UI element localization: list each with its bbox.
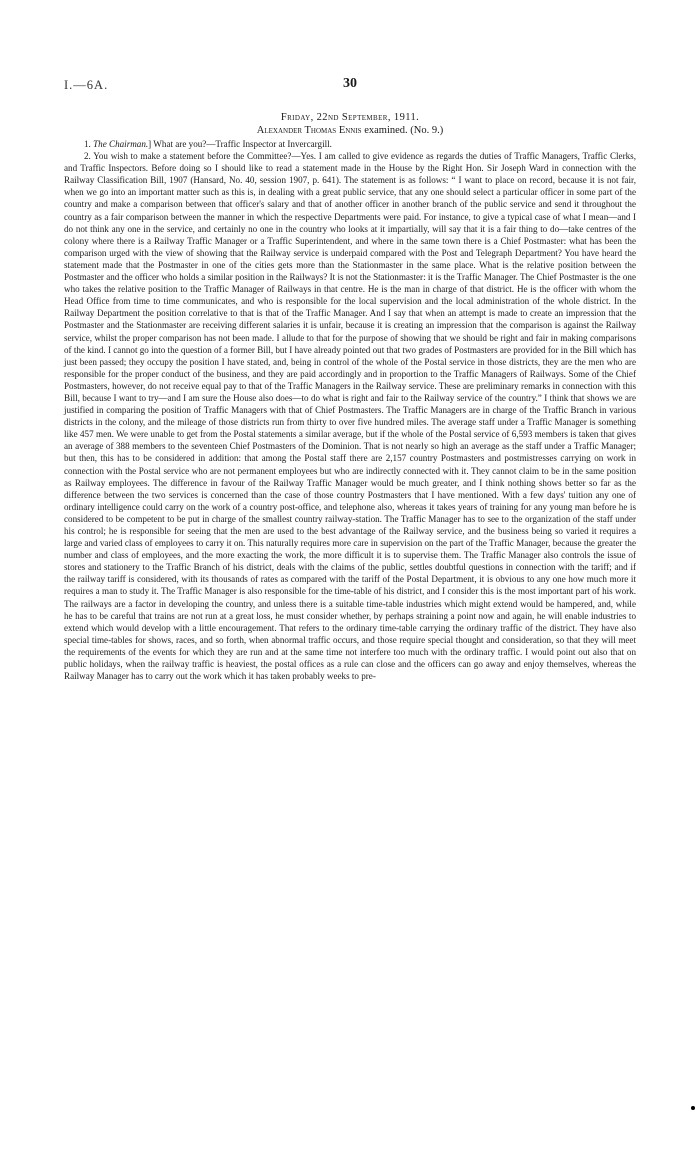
document-reference: I.—6A. [64,78,109,92]
session-date: Friday, 22nd September, 1911. [280,112,420,123]
page-header [64,78,636,96]
paragraph-text: ] What are you?—Traffic Inspector at Invercargill. [148,139,332,149]
examined-label: examined. (No. 9.) [361,125,444,136]
witness-name: Alexander Thomas Ennis [256,125,362,136]
evidence-body [64,138,636,682]
document-page [64,78,636,682]
speaker-label: The Chairman. [93,139,149,149]
paragraph-number: 1. [84,139,94,149]
witness-heading [64,125,636,136]
paragraph-text: You wish to make a statement before the Committee?—Yes. I am called to give evidence as regards the duties of Traffic Managers, Traffic Clerks, and Traffic Inspectors. Before doing so I should like to read a statement made in the House by the Right Hon. Sir Joseph Ward in connection with the Railway Classification Bill, 1907 (Hansard, No. 40, session 1907, p. 641). The statement is as follows: “ I want to place on record, because it is not fair, when we go into an important matter such as this is, in dealing with a great public service, that any one should select a particular officer in some part of the country and make a comparison between that officer's salary and that of another officer in another branch of the public service and send it throughout the country as a fair comparison between the manner in which the respective Departments were paid. For instance, to give a typical case of what I mean—and I do not think any one in the service, and certainly no one in the country who looks at it impartially, will say that it is a fair thing to do—take centres of the colony where there is a Railway Traffic Manager or a Traffic Superintendent, and where in the same town there is a Chief Postmaster: what has been the comparison urged with the view of showing that the Railway service is underpaid compared with the Post and Telegraph Department? You have heard the statement made that the Postmaster in one of the cities gets more than the Stationmaster in the same place. What is the relative position between the Postmaster and the officer who holds a similar position in the Railways? It is not the Stationmaster: it is the Traffic Manager. The Chief Postmaster is the one who takes the relative position to the Traffic Manager of Railways in that centre. He is the man in charge of that district. He is the officer with whom the Head Office from time to time communicates, and who is responsible for the local supervision and the local administration of the whole district. In the Railway Department the position correlative to that is that of the Traffic Manager. And I say that when an attempt is made to create an impression that the Postmaster and the Stationmaster are receiving different salaries it is unfair, because it is creating an impression that the comparison is against the Railway service, whilst the proper comparison has not been made. I allude to that for the purpose of showing that we should be right and fair in making comparisons of the kind. I cannot go into the question of a former Bill, but I have already pointed out that two grades of Postmasters are provided for in the Bill which has just been passed; they occupy the position I have stated, and, being in control of the whole of the Postal service in those districts, they are the men who are responsible for the proper conduct of the business, and they are paid accordingly and in proportion to the Traffic Managers of Railways. Some of the Chief Postmasters, however, do not receive equal pay to that of the Traffic Managers in the Railway service. These are preliminary remarks in connection with this Bill, because I want to try—and I am sure the House also does—to do what is right and fair to the Railway service of the country.” I think that shows we are justified in comparing the position of Traffic Managers with that of Chief Postmasters. The Traffic Managers are in charge of the Traffic Branch in various districts in the colony, and the mileage of those districts run from thirty to over five hundred miles. The average staff under a Traffic Manager is something like 457 men. We were unable to get from the Postal statements a similar average, but if the whole of the Postal service of 6,593 members is taken that gives an average of 388 members to the seventeen Chief Postmasters of the Dominion. That is not nearly so high an average as the staff under a Traffic Manager; but then, this has to be considered in addition: that among the Postal staff there are 2,157 country Postmasters and postmistresses carrying on work in connection with the Postal service who are not permanent employees but who are indirectly connected with it. They cannot claim to be in the same position as Railway employees. The difference in favour of the Railway Traffic Manager would be much greater, and I think nothing shows better so far as the difference between the two services is concerned than the case of those country Postmasters that I have mentioned. With a few days' tuition any one of ordinary intelligence could carry on the work of a country post-office, and telephone also, whereas it takes years of training for any young man before he is considered to be competent to be put in charge of the smallest country railway-station. The Traffic Manager has to see to the organization of the staff under his control; he is responsible for seeing that the men are used to the best advantage of the Railway service, and the business being so varied it requires a large and varied class of employees to carry it on. This naturally requires more care in supervision on the part of the Traffic Manager, because the greater the number and class of employees, and the more exacting the work, the more difficult it is to supervise them. The Traffic Manager also controls the issue of stores and stationery to the Traffic Branch of his district, deals with the claims of the public, settles doubtful questions in connection with the tariff; and if the railway tariff is considered, with its thousands of rates as compared with the tariff of the Postal Department, it is obvious to any one how much more it requires a man to study it. The Traffic Manager is also responsible for the time-table of his district, and I consider this is the most important part of his work. The railways are a factor in developing the country, and unless there is a suitable time-table industries which might extend would be hampered, and, while he has to be careful that trains are not run at a great loss, he must consider whether, by perhaps straining a point now and again, he will enable industries to extend which would develop with a little encouragement. That refers to the ordinary time-table carrying the ordinary traffic of the district. They have also special time-tables for shows, races, and so forth, when abnormal traffic occurs, and those require special thought and consideration, so that they will meet the requirements of the events for which they are run and at the same time not interfere too much with the ordinary traffic. I would point out also that on public holidays, when the railway traffic is heaviest, the postal offices as a rule can close and the officers can go away and enjoy themselves, whereas the Railway Manager has to carry out the work which it has taken probably weeks to pre- [64,151,637,682]
evidence-paragraph [64,150,636,682]
margin-mark [691,1106,695,1110]
paragraph-number: 2. [84,151,94,162]
evidence-paragraph [64,138,636,150]
page-number: 30 [343,76,357,91]
